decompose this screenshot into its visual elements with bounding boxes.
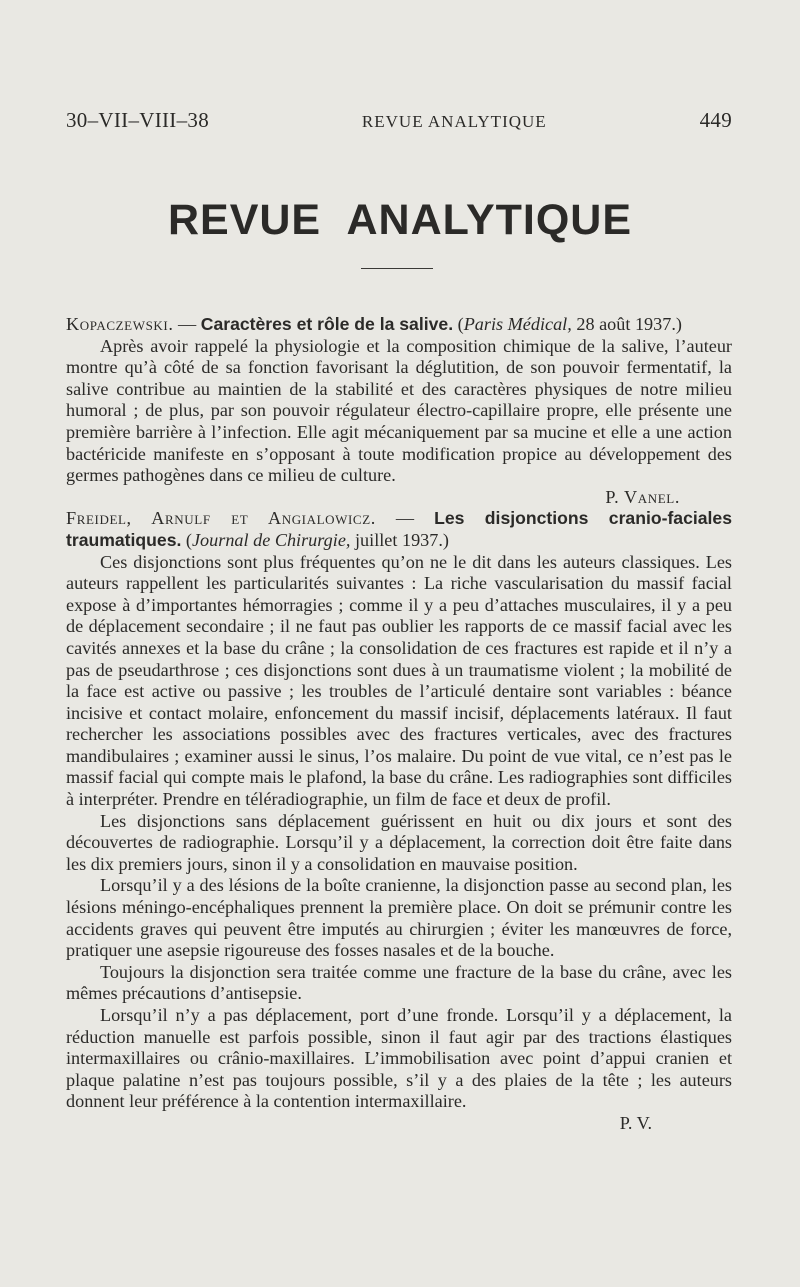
article-2-heading [66,508,732,551]
page-number: 449 [699,108,732,132]
header-date: 30–VII–VIII–38 [66,108,209,132]
article-2-signature: P. V. [619,1112,652,1133]
article-1-signature: P. Vanel. [605,486,680,507]
running-header [66,108,732,136]
article-2-date: juillet 1937.) [350,529,449,550]
article-1-paragraph: Après avoir rappelé la physiologie et la composition chimique de la salive, l’auteur montre qu’à côté de sa fonction favorisant la déglutition, de son pouvoir fermentatif, la salive contribue au maintien de la stabilité et des caractères physiques de notre milieu humoral ; de plus, par son pouvoir régulateur électro-capillaire propre, elle présente une première barrière à l’infection. Elle agit mécaniquement par sa mucine et elle a une action bactéricide manifeste en s’opposant à toute modification propice au développement des germes pathogènes dans ce milieu de culture. [66,335,732,486]
article-list [66,308,732,1135]
article-2-paragraph-4: Toujours la disjonction sera traitée comme une fracture de la base du crâne, avec les mêmes précautions d’antisepsie. [66,961,732,1004]
article-2-title: Les disjonctions cranio-faciales traumatiques. [66,508,732,550]
article-2-journal: Journal de Chirurgie, [191,529,351,550]
article-1-author: Kopaczewski. [66,314,174,334]
article-2-paragraph-1: Ces disjonctions sont plus fréquentes qu’on ne le dit dans les auteurs classiques. Les auteurs rappellent les particularités suivantes : La riche vascularisation du massif facial expose à d’importantes hémorragies ; comme il y a peu d’attaches musculaires, il y a peu de déplacement secondaire ; il ne faut pas oublier les rapports de ce massif facial avec les cavités annexes et la base du crâne ; la consolidation de ces fractures est rapide et il n’y a pas de pseudarthrose ; ces disjonctions sont dues à un traumatisme violent ; la mobilité de la face est active ou passive ; les troubles de l’articulé dentaire sont variables : béance incisive et contact molaire, enfoncement du massif incisif, déplacements latéraux. Il faut rechercher les associations possibles avec des fractures verticales, avec des fractures mandibulaires ; examiner aussi le sinus, l’os malaire. Du point de vue vital, ce n’est pas le massif facial qui compte mais le plafond, la base du crâne. Les radiographies sont difficiles à interpréter. Prendre en téléradiographie, un film de face et deux de profil. [66,551,732,810]
article-1-date: 28 août 1937.) [571,314,682,334]
article-1-title: Caractères et rôle de la salive. [200,314,454,334]
article-2-authors: Freidel, Arnulf et Angialowicz. [66,508,376,529]
heading-dash: — [173,314,201,334]
article-1-journal: Paris Médical, [463,314,572,334]
header-journal: REVUE ANALYTIQUE [361,112,547,131]
title-rule [361,268,433,269]
article-1-heading [66,314,732,336]
article-2-paragraph-2: Les disjonctions sans déplacement guérissent en huit ou dix jours et sont des découvertes de radiographie. Lorsqu’il y a déplacement, la correction doit être faite dans les dix premiers jours, sinon il y a consolidation en mauvaise position. [66,810,732,874]
article-2-paragraph-3: Lorsqu’il y a des lésions de la boîte cranienne, la disjonction passe au second plan, les lésions méningo-encéphaliques prennent la première place. On doit se prémunir contre les accidents graves qui peuvent être imputés au chirurgien ; éviter les manœuvres de force, pratiquer une asepsie rigoureuse des fosses nasales et de la bouche. [66,875,732,961]
page-title: REVUE ANALYTIQUE [167,196,633,244]
source-open: ( [453,314,464,334]
heading-dash: — [375,508,435,529]
source-open: ( [181,529,192,550]
article-2-paragraph-5: Lorsqu’il n’y a pas déplacement, port d’une fronde. Lorsqu’il y a déplacement, la réduction manuelle est parfois possible, sinon il faut agir par des tractions élastiques intermaxillaires ou crânio-maxillaires. L’immobilisation avec point d’appui cranien et plaque palatine n’est pas toujours possible, s’il y a des plaies de la tête ; les auteurs donnent leur préférence à la contention intermaxillaire. [66,1005,732,1112]
